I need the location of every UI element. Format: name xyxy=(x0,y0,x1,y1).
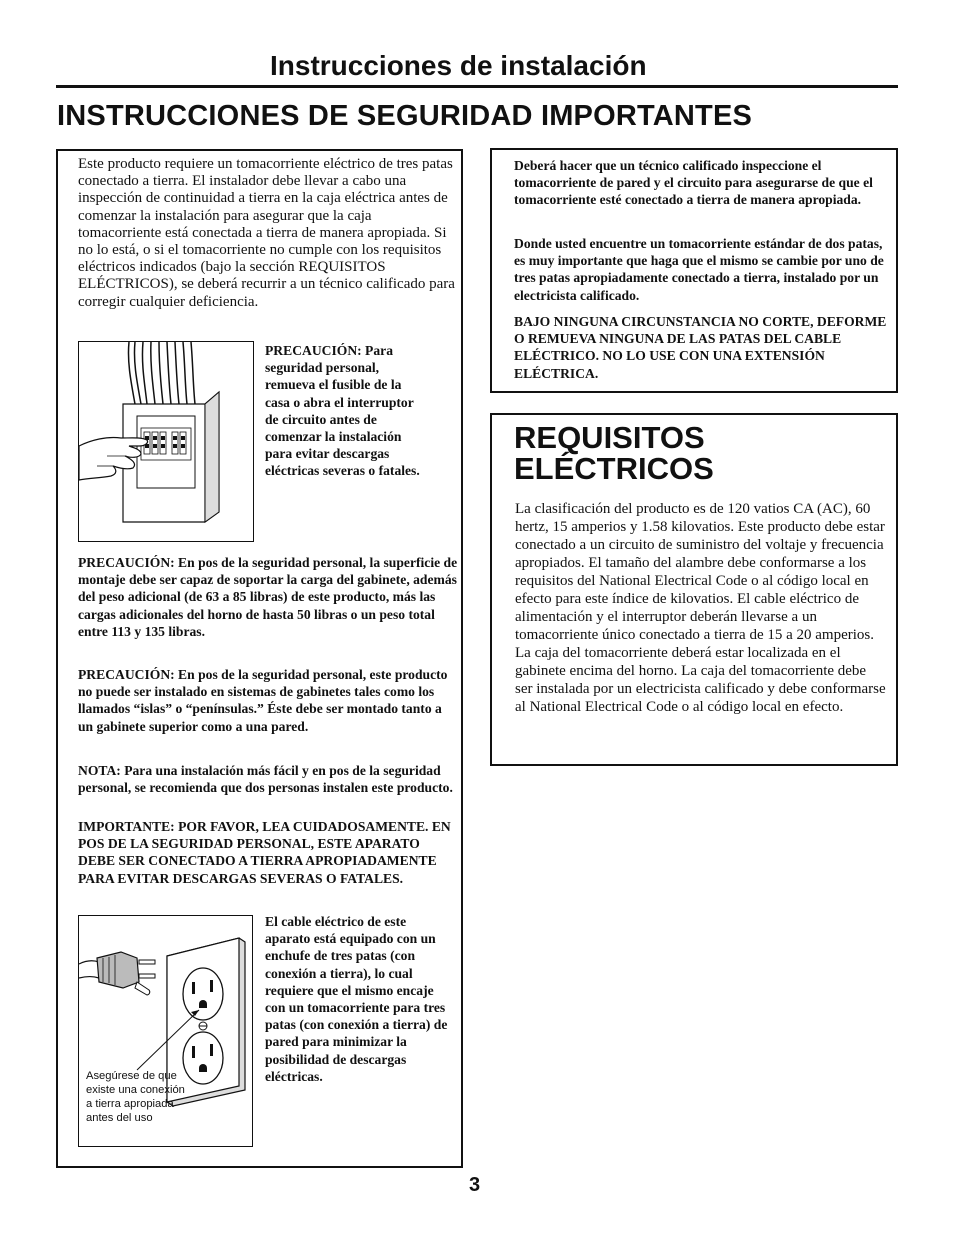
installation-note: NOTA: Para una instalación más fácil y en pos de la seguridad personal, se recomienda que dos personas instalen este producto. xyxy=(78,763,453,796)
main-title: INSTRUCCIONES DE SEGURIDAD IMPORTANTES xyxy=(57,100,753,132)
breaker-panel-svg xyxy=(79,342,253,541)
breaker-caution-text: PRECAUCIÓN: Para seguridad personal, remueva el fusible de la casa o abra el interruptor de circuito antes de comenzar la instalación para evitar descargas eléctricas severas o fatales. xyxy=(265,343,420,479)
two-prong-replacement-text: Donde usted encuentre un tomacorriente estándar de dos patas, es muy importante que haga que el mismo se cambie por uno de tres patas apropiadamente conectado a tierra, instalado por un electricista calificado. xyxy=(514,236,884,303)
islands-caution-text: PRECAUCIÓN: En pos de la seguridad personal, este producto no puede ser instalado en sistemas de gabinetes tales como los llamados “islas” o “penínsulas.” Éste debe ser montado tanto a un gabinete superior como a una pared. xyxy=(78,667,448,734)
requirements-title-line1: REQUISITOS xyxy=(514,420,705,455)
mounting-caution-text: PRECAUCIÓN: En pos de la seguridad personal, la superficie de montaje debe ser capaz de soportar la carga del gabinete, además del peso adicional (de 63 a 85 libras) de este producto, más las cargas adicionales del horno de hasta 50 libras o un peso total entre 113 y 135 libras. xyxy=(78,555,458,639)
important-grounding-notice: IMPORTANTE: POR FAVOR, LEA CUIDADOSAMENTE. EN POS DE LA SEGURIDAD PERSONAL, ESTE APARATO DEBE SER CONECTADO A TIERRA APROPIADAMENTE PARA EVITAR DESCARGAS SEVERAS O FATALES. xyxy=(78,819,451,886)
electrical-requirements-body: La clasificación del producto es de 120 vatios CA (AC), 60 hertz, 15 amperios y 1.58 kilovatios. Este producto debe estar conectado a un circuito de suministro del voltaje y frecuencia apropiados. El tamaño del alambre debe conformarse a los requisitos del National Electrical Code o al código local en efecto para este índice de kilovatios. El cable eléctrico de alimentación y el interruptor deberán llevarse a un tomacorriente único conectado a tierra de 15 a 20 amperios. La caja del tomacorriente deberá estar localizada en el gabinete encima del horno. La caja del tomacorriente debe ser instalada por un electricista calificado y debe conformarse al National Electrical Code o al código local en efecto. xyxy=(515,501,886,715)
intro-paragraph: Este producto requiere un tomacorriente eléctrico de tres patas conectado a tierra. El instalador debe llevar a cabo una inspección de continuidad a tierra en la caja eléctrica antes de comenzar la instalación para asegurar que la caja tomacorriente está conectada a tierra de manera apropiada. Si no lo está, o si el tomacorriente no cumple con los requisitos eléctricos indicados (bajo la sección REQUISITOS ELÉCTRICOS), se deberá recurrir a un técnico calificado para corregir cualquier deficiencia. xyxy=(78,156,455,310)
outlet-label: Asegúrese de que existe una conexión a tierra apropiada antes del uso xyxy=(86,1070,185,1124)
page-number: 3 xyxy=(469,1174,481,1196)
section-header: Instrucciones de instalación xyxy=(270,50,647,81)
electrical-requirements-title xyxy=(514,422,714,484)
breaker-panel-illustration xyxy=(78,341,254,542)
header-rule xyxy=(56,85,898,88)
cord-warning-text: BAJO NINGUNA CIRCUNSTANCIA NO CORTE, DEFORME O REMUEVA NINGUNA DE LAS PATAS DEL CABLE ELÉCTRICO. NO LO USE CON UNA EXTENSIÓN ELÉCTRICA. xyxy=(514,314,887,381)
grounding-inspection-text: Deberá hacer que un técnico calificado inspeccione el tomacorriente de pared y el circuito para asegurarse de que el tomacorriente esté conectado a tierra de manera apropiada. xyxy=(514,158,873,208)
outlet-caption-text: El cable eléctrico de este aparato está equipado con un enchufe de tres patas (con conexión a tierra), lo cual requiere que el mismo encaje con un tomacorriente para tres patas (con conexión a tierra) de pared para minimizar la posibilidad de descargas eléctricas. xyxy=(265,914,448,1084)
requirements-title-line2: ELÉCTRICOS xyxy=(514,451,714,486)
